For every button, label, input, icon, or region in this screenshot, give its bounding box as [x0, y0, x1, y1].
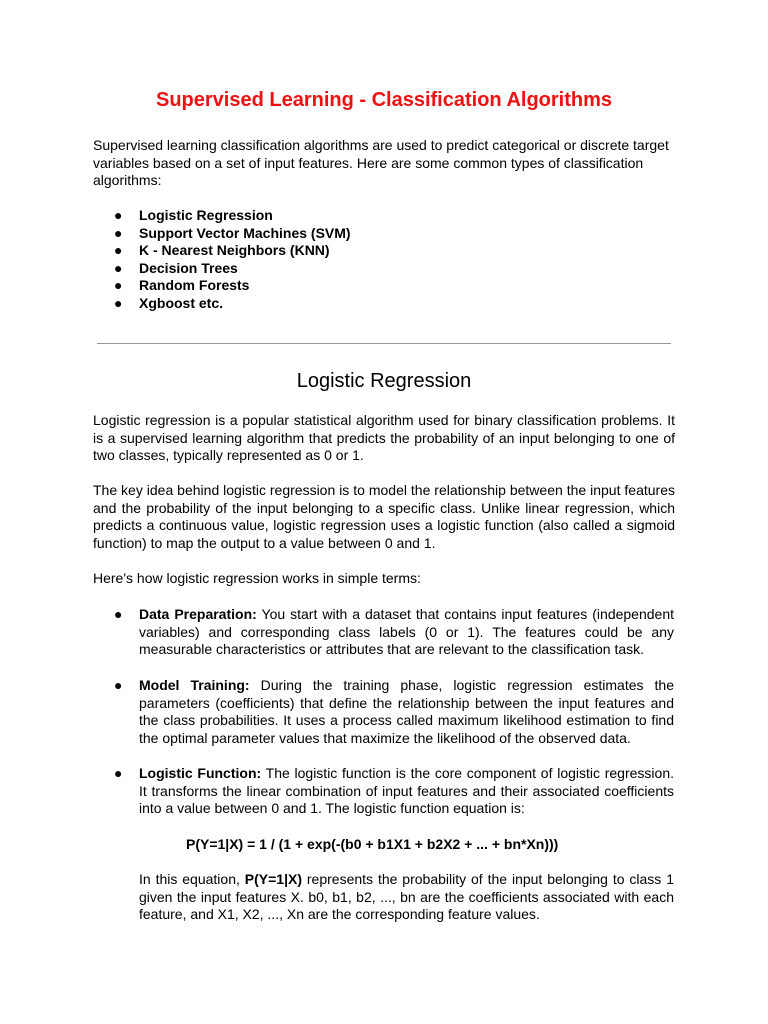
step-item — [139, 677, 674, 747]
document-title: Supervised Learning - Classification Algorithms — [155, 89, 612, 111]
bullet-icon: ● — [114, 294, 123, 311]
step-label: Logistic Function: — [139, 765, 262, 781]
bullet-icon: ● — [114, 242, 123, 259]
step-text: During the training phase, logistic regression estimates the parameters (coefficients) that define the relationship between the input features and the class probabilities. It uses a process called maximum likelihood estimation to find the optimal parameter values that maximize the likelihood of the observed data. — [139, 677, 674, 746]
bullet-icon: ● — [114, 606, 123, 622]
step-text: You start with a dataset that contains input features (independent variables) and corresponding class labels (0 or 1). The features could be any measurable characteristics or attributes that are relevant to the classification task. — [139, 606, 675, 658]
logistic-formula: P(Y=1|X) = 1 / (1 + exp(-(b0 + b1X1 + b2X2 + ... + bn*Xn))) — [186, 836, 559, 852]
algorithm-list — [0, 207, 768, 313]
formula-explanation: In this equation, P(Y=1|X) represents the probability of the input belonging to class 1 given the input features X. b0, b1, b2, ..., bn are the coefficients associated with each feature, and X1, X2, ..., Xn are the corresponding feature values. — [139, 871, 674, 923]
step-label: Data Preparation: — [139, 606, 257, 622]
step-label: Model Training: — [139, 677, 250, 693]
bullet-icon: ● — [114, 277, 123, 294]
section-paragraph: The key idea behind logistic regression is to model the relationship between the input features and the probability of the input belonging to a specific class. Unlike linear regression, which predicts a continuous value, logistic regression uses a logistic function (also called a sigmoid function) to map the output to a value between 0 and 1. — [93, 482, 675, 551]
bullet-icon: ● — [114, 259, 123, 276]
section-divider — [97, 343, 671, 344]
bullet-icon: ● — [114, 224, 123, 241]
bullet-icon: ● — [114, 207, 123, 223]
list-item: ● K - Nearest Neighbors (KNN) — [114, 242, 330, 259]
list-item: ● Random Forests — [114, 277, 250, 294]
list-item: ● Xgboost etc. — [114, 294, 224, 311]
formula-term: P(Y=1|X) — [244, 871, 302, 887]
list-item: ● Support Vector Machines (SVM) — [114, 224, 351, 241]
bullet-icon: ● — [114, 765, 123, 781]
list-item: ● Decision Trees — [114, 259, 238, 276]
step-item — [139, 606, 674, 659]
section-paragraph: Logistic regression is a popular statistical algorithm used for binary classification problems. It is a supervised learning algorithm that predicts the probability of an input belonging to one of two classes, typically represented as 0 or 1. — [93, 412, 675, 464]
section-heading: Logistic Regression — [296, 370, 472, 392]
step-item — [139, 765, 674, 818]
intro-paragraph: Supervised learning classification algorithms are used to predict categorical or discrete target variables based on a set of input features. Here are some common types of classification algorithms: — [93, 137, 669, 189]
bullet-icon: ● — [114, 677, 123, 693]
step-text: The logistic function is the core component of logistic regression. It transforms the linear combination of input features and their associated coefficients into a value between 0 and 1. The logistic function equation is: — [139, 765, 674, 817]
list-item: ● Logistic Regression — [114, 207, 273, 223]
section-paragraph: Here's how logistic regression works in simple terms: — [93, 570, 421, 586]
